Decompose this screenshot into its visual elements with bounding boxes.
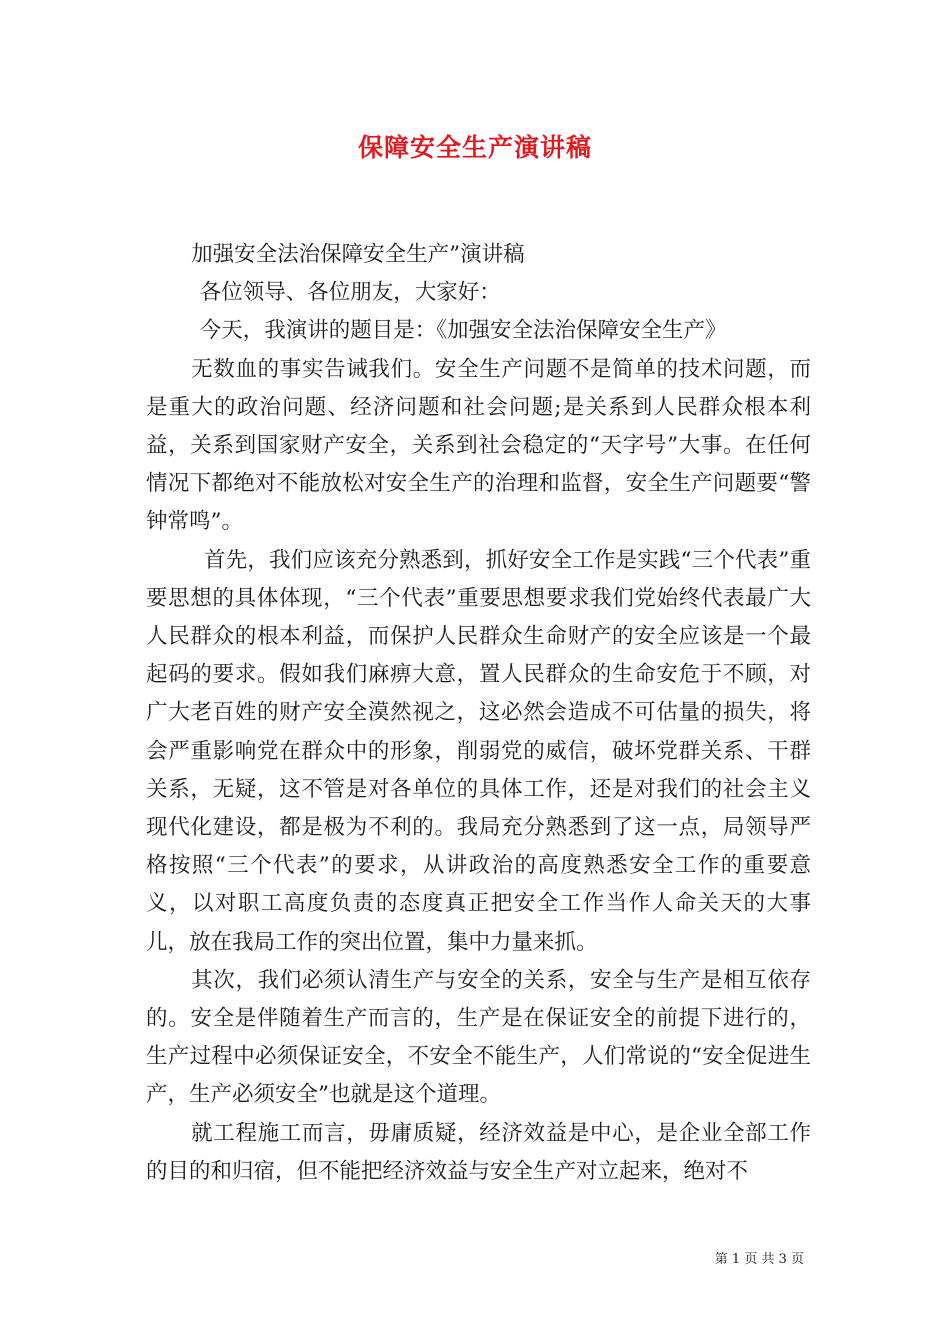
body-paragraph: 其次，我们必须认清生产与安全的关系，安全与生产是相互依存的。安全是伴随着生产而言的，生产是在保证安全的前提下进行的，生产过程中必须保证安全，不安全不能生产，人们常说的“安全促进生产，生产必须安全”也就是这个道理。 [146,967,811,1108]
topic-paragraph: 今天，我演讲的题目是：《加强安全法治保障安全生产》 [199,318,727,344]
document-body [146,236,811,1191]
document-title: 保障安全生产演讲稿 [357,133,592,162]
greeting-paragraph: 各位领导、各位朋友，大家好： [199,280,501,306]
body-paragraph: 首先，我们应该充分熟悉到，抓好安全工作是实践“三个代表”重要思想的具体体现，“三个代表”重要思想要求我们党始终代表最广大人民群众的根本利益，而保护人民群众生命财产的安全应该是一个最起码的要求。假如我们麻痹大意，置人民群众的生命安危于不顾，对广大老百姓的财产安全漠然视之，这必然会造成不可估量的损失，将会严重影响党在群众中的形象，削弱党的威信，破坏党群关系、干群关系，无疑，这不管是对各单位的具体工作，还是对我们的社会主义现代化建设，都是极为不利的。我局充分熟悉到了这一点，局领导严格按照“三个代表”的要求，从讲政治的高度熟悉安全工作的重要意义，以对职工高度负责的态度真正把安全工作当作人命关天的大事儿，放在我局工作的突出位置，集中力量来抓。 [146,547,811,955]
page-number-footer: 第 1 页 共 3 页 [714,1252,804,1267]
body-paragraph: 无数血的事实告诫我们。安全生产问题不是简单的技术问题，而是重大的政治问题、经济问题和社会问题;是关系到人民群众根本利益，关系到国家财产安全，关系到社会稳定的“天字号”大事。在任何情况下都绝对不能放松对安全生产的治理和监督，安全生产问题要“警钟常鸣”。 [146,356,811,535]
body-paragraph: 就工程施工而言，毋庸质疑，经济效益是中心，是企业全部工作的目的和归宿，但不能把经济效益与安全生产对立起来，绝对不 [146,1120,811,1184]
subtitle-paragraph: 加强安全法治保障安全生产”演讲稿 [191,242,525,267]
